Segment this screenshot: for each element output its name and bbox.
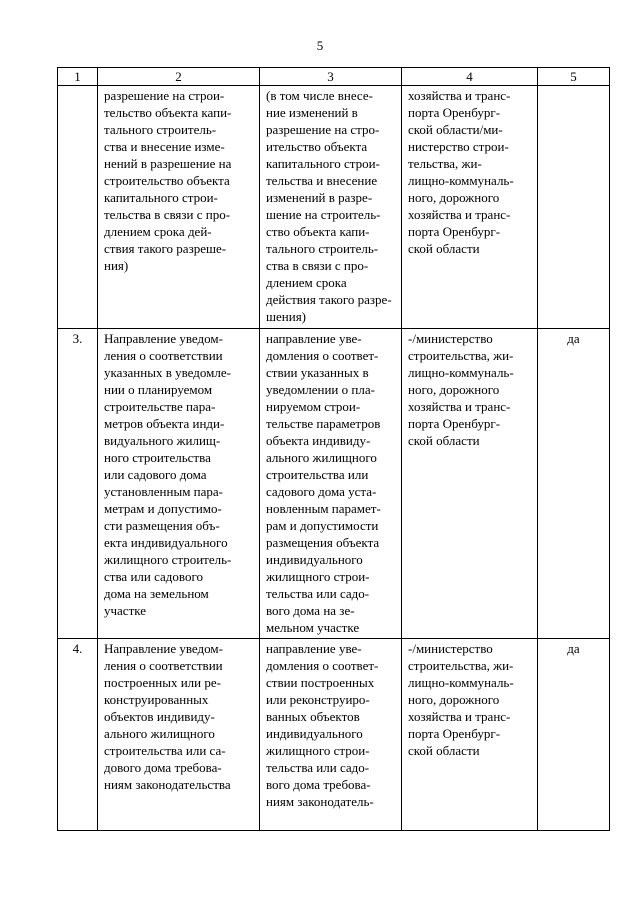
cell-text-line: капитального строи-	[266, 156, 380, 171]
page-number: 5	[316, 38, 324, 53]
cell-text-line: жилищного строитель-	[104, 552, 232, 567]
cell-text-line: длением срока	[266, 275, 347, 290]
cell-text-line: ской области	[408, 433, 480, 448]
cell-text-line: тельства или садо-	[266, 586, 370, 601]
cell-text-line: тельство объекта капи-	[104, 105, 232, 120]
cell-text-line: ления о соответствии	[104, 348, 223, 363]
table-row	[58, 329, 610, 639]
cell-text-line: -/министерство	[408, 331, 493, 346]
cell-text-line: разрешение на стро-	[266, 122, 380, 137]
cell-text-line: тельства и внесение	[266, 173, 378, 188]
flag-cell	[538, 86, 610, 329]
cell-text-line: нируемом строи-	[266, 399, 361, 414]
cell-text-line: тельства, жи-	[408, 156, 482, 171]
service-description-cell	[260, 329, 402, 639]
cell-text-line: ствии построенных	[266, 675, 375, 690]
cell-text-line: строительства или	[266, 467, 369, 482]
cell-text-line: тельства или садо-	[266, 760, 370, 775]
cell-text-line: участке	[104, 603, 147, 618]
cell-text-line: ванных объектов	[266, 709, 360, 724]
authority-cell	[402, 86, 538, 329]
cell-text-line: ствия такого разреше-	[104, 241, 227, 256]
service-description-cell	[260, 639, 402, 831]
cell-text-line: рам и допустимости	[266, 518, 379, 533]
cell-text-line: екта индивидуального	[104, 535, 228, 550]
cell-text-line: домления о соответ-	[266, 348, 379, 363]
cell-text-line: ства в связи с про-	[266, 258, 369, 273]
cell-text-line: мельном участке	[266, 620, 360, 635]
service-name-cell	[98, 639, 260, 831]
cell-text-line: строительства или са-	[104, 743, 226, 758]
cell-text-line: хозяйства и транс-	[408, 207, 511, 222]
cell-text-line: Направление уведом-	[104, 641, 223, 656]
cell-text-line: указанных в уведомле-	[104, 365, 231, 380]
cell-text-line: метров объекта инди-	[104, 416, 225, 431]
cell-text-line: жилищного строи-	[266, 569, 370, 584]
cell-text-line: шение на строитель-	[266, 207, 381, 222]
cell-text-line: ниям законодательства	[104, 777, 231, 792]
document-table	[57, 67, 610, 831]
flag-cell: да	[538, 639, 610, 831]
cell-text-line: ство объекта капи-	[266, 224, 370, 239]
cell-text-line: ного строительства	[104, 450, 211, 465]
cell-text-line: ства и внесение изме-	[104, 139, 225, 154]
column-header-5: 5	[538, 68, 610, 86]
column-header-4: 4	[402, 68, 538, 86]
cell-text-line: дового дома требова-	[104, 760, 222, 775]
cell-text-line: ального жилищного	[104, 726, 215, 741]
service-description-cell	[260, 86, 402, 329]
cell-text-line: строительство объекта	[104, 173, 230, 188]
cell-text-line: или садового дома	[104, 467, 207, 482]
cell-text-line: лищно-коммуналь-	[408, 173, 514, 188]
cell-text-line: хозяйства и транс-	[408, 709, 511, 724]
cell-text-line: ального жилищного	[266, 450, 377, 465]
cell-text-line: -/министерство	[408, 641, 493, 656]
cell-text-line: ской области	[408, 241, 480, 256]
cell-text-line: построенных или ре-	[104, 675, 221, 690]
cell-text-line: ного, дорожного	[408, 382, 500, 397]
cell-text-line: порта Оренбург-	[408, 416, 501, 431]
cell-text-line: направление уве-	[266, 641, 362, 656]
cell-text-line: ние изменений в	[266, 105, 358, 120]
cell-text-line: дома на земельном	[104, 586, 209, 601]
column-header-1: 1	[58, 68, 98, 86]
cell-text-line: шения)	[266, 309, 307, 324]
row-number-cell	[58, 86, 98, 329]
cell-text-line: индивидуального	[266, 552, 363, 567]
cell-text-line: нистерство строи-	[408, 139, 509, 154]
cell-text-line: объекта индивиду-	[266, 433, 371, 448]
cell-text-line: вого дома на зе-	[266, 603, 355, 618]
cell-text-line: порта Оренбург-	[408, 726, 501, 741]
cell-text-line: действия такого разре-	[266, 292, 392, 307]
cell-text-line: видуального жилищ-	[104, 433, 221, 448]
cell-text-line: порта Оренбург-	[408, 105, 501, 120]
flag-cell: да	[538, 329, 610, 639]
cell-text-line: ления о соответствии	[104, 658, 223, 673]
cell-text-line: ительство объекта	[266, 139, 368, 154]
table-row	[58, 86, 610, 329]
cell-text-line: тального строитель-	[104, 122, 217, 137]
row-number-cell: 3.	[58, 329, 98, 639]
cell-text-line: хозяйства и транс-	[408, 399, 511, 414]
cell-text-line: садового дома уста-	[266, 484, 377, 499]
cell-text-line: капитального строи-	[104, 190, 218, 205]
cell-text-line: ния)	[104, 258, 129, 273]
cell-text-line: метрам и допустимо-	[104, 501, 222, 516]
cell-text-line: новленным парамет-	[266, 501, 381, 516]
cell-text-line: разрешение на строи-	[104, 88, 225, 103]
cell-text-line: объектов индивиду-	[104, 709, 215, 724]
cell-text-line: сти размещения объ-	[104, 518, 220, 533]
cell-text-line: строительства, жи-	[408, 348, 514, 363]
table-row	[58, 639, 610, 831]
cell-text-line: конструированных	[104, 692, 209, 707]
cell-text-line: домления о соответ-	[266, 658, 379, 673]
cell-text-line: направление уве-	[266, 331, 362, 346]
cell-text-line: ской области	[408, 743, 480, 758]
cell-text-line: лищно-коммуналь-	[408, 365, 514, 380]
cell-text-line: ного, дорожного	[408, 190, 500, 205]
cell-text-line: вого дома требова-	[266, 777, 371, 792]
cell-text-line: жилищного строи-	[266, 743, 370, 758]
cell-text-line: нии о планируемом	[104, 382, 213, 397]
service-name-cell	[98, 329, 260, 639]
cell-text-line: порта Оренбург-	[408, 224, 501, 239]
cell-text-line: лищно-коммуналь-	[408, 675, 514, 690]
table-header-row	[58, 68, 610, 86]
cell-text-line: тального строитель-	[266, 241, 379, 256]
cell-text-line: Направление уведом-	[104, 331, 223, 346]
cell-text-line: ской области/ми-	[408, 122, 503, 137]
row-number-cell: 4.	[58, 639, 98, 831]
cell-text-line: уведомлении о пла-	[266, 382, 375, 397]
cell-text-line: ного, дорожного	[408, 692, 500, 707]
cell-text-line: изменений в разре-	[266, 190, 373, 205]
cell-text-line: индивидуального	[266, 726, 363, 741]
table-body	[58, 86, 610, 831]
cell-text-line: установленным пара-	[104, 484, 224, 499]
cell-text-line: хозяйства и транс-	[408, 88, 511, 103]
cell-text-line: (в том числе внесе-	[266, 88, 373, 103]
service-name-cell	[98, 86, 260, 329]
cell-text-line: строительства, жи-	[408, 658, 514, 673]
authority-cell	[402, 329, 538, 639]
cell-text-line: ства или садового	[104, 569, 203, 584]
column-header-2: 2	[98, 68, 260, 86]
cell-text-line: тельстве параметров	[266, 416, 381, 431]
column-header-3: 3	[260, 68, 402, 86]
cell-text-line: строительстве пара-	[104, 399, 216, 414]
authority-cell	[402, 639, 538, 831]
cell-text-line: или реконструиро-	[266, 692, 370, 707]
cell-text-line: ствии указанных в	[266, 365, 369, 380]
cell-text-line: тельства в связи с про-	[104, 207, 231, 222]
cell-text-line: нений в разрешение на	[104, 156, 232, 171]
cell-text-line: длением срока дей-	[104, 224, 212, 239]
cell-text-line: ниям законодатель-	[266, 794, 374, 809]
cell-text-line: размещения объекта	[266, 535, 380, 550]
